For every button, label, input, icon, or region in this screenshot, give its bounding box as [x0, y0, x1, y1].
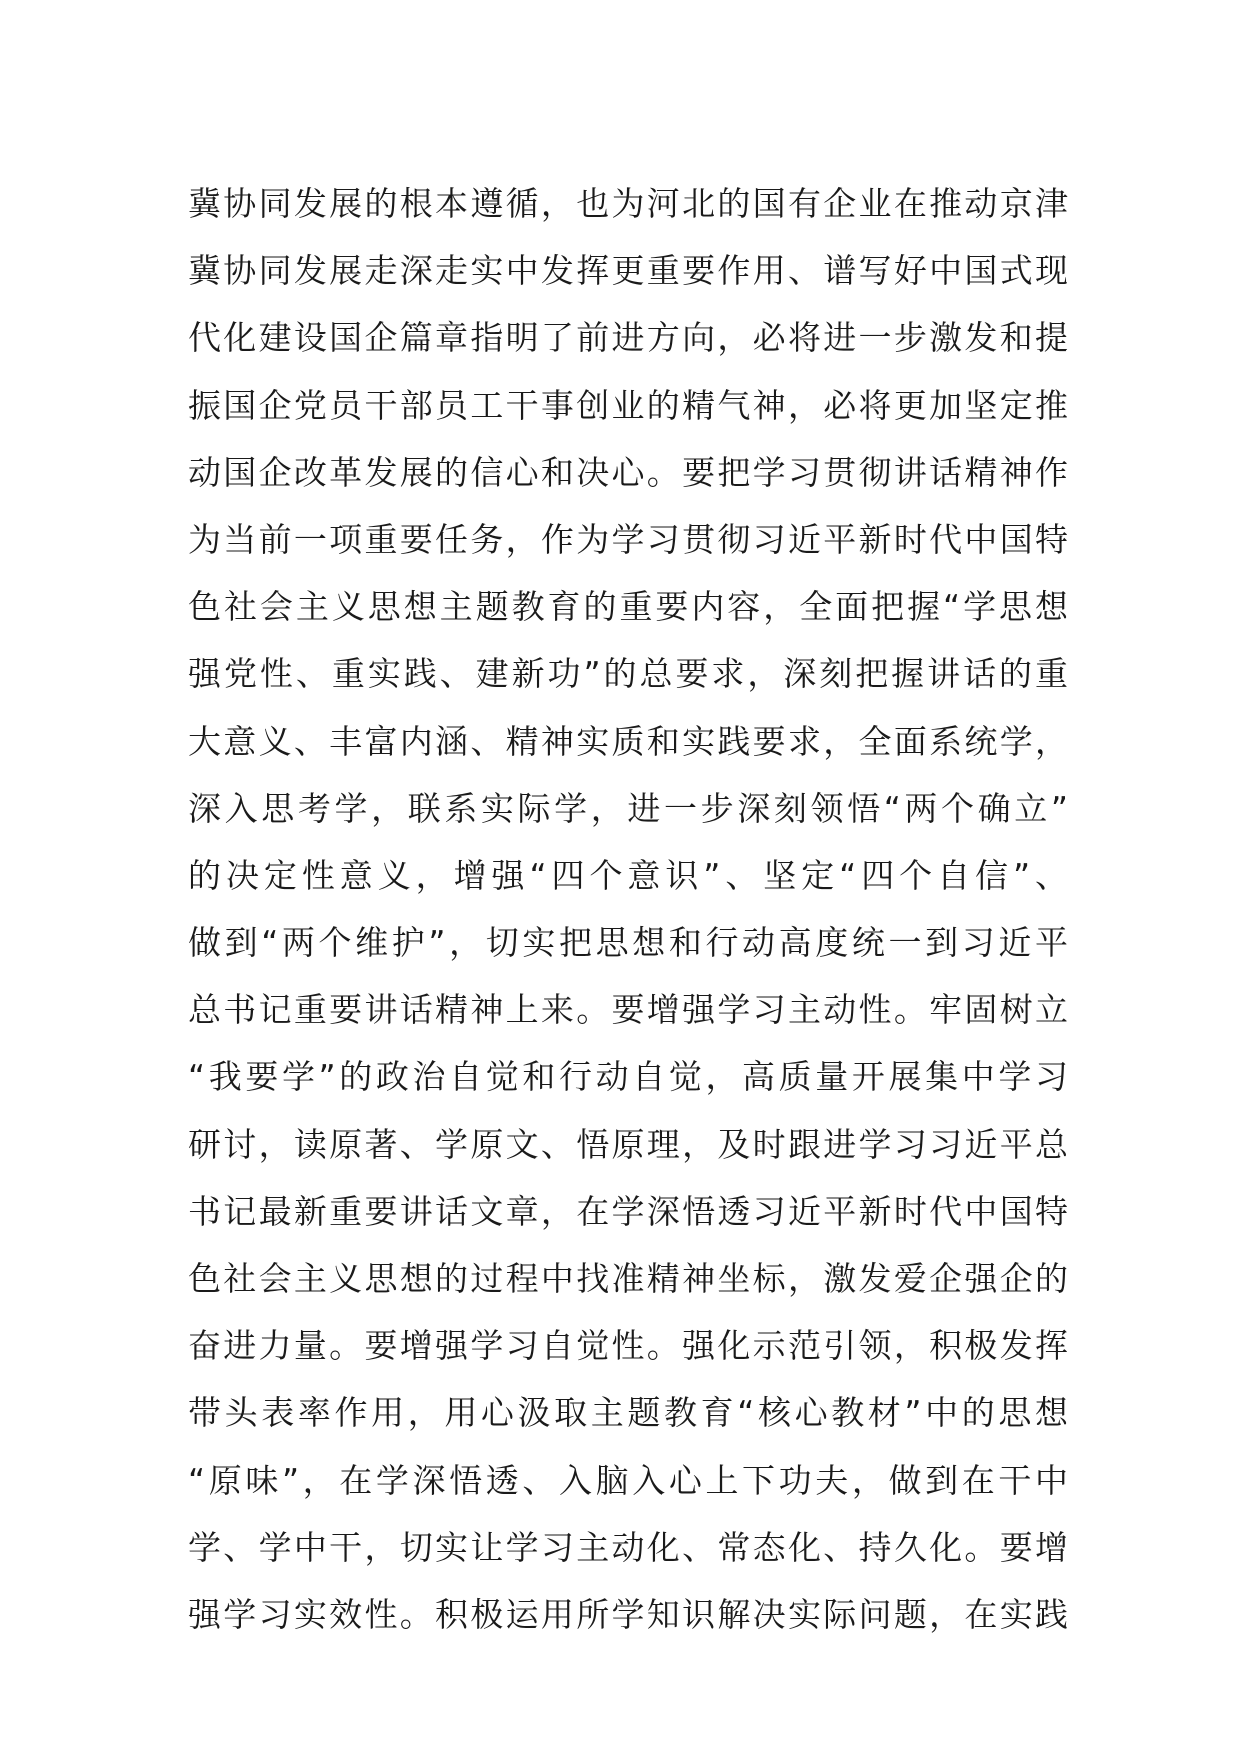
- text-line-13: 总书记重要讲话精神上来。要增强学习主动性。牢固树立: [188, 990, 1068, 1030]
- text-line-6: 为当前一项重要任务，作为学习贯彻习近平新时代中国特: [188, 519, 1068, 559]
- text-line-11: 的决定性意义，增强“四个意识”、坚定“四个自信”、: [188, 855, 1068, 895]
- text-line-7: 色社会主义思想主题教育的重要内容，全面把握“学思想: [188, 587, 1068, 627]
- text-line-16: 书记最新重要讲话文章，在学深悟透习近平新时代中国特: [188, 1191, 1068, 1231]
- text-line-15: 研讨，读原著、学原文、悟原理，及时跟进学习习近平总: [188, 1124, 1068, 1164]
- text-line-19: 带头表率作用，用心汲取主题教育“核心教材”中的思想: [188, 1393, 1068, 1433]
- text-line-9: 大意义、丰富内涵、精神实质和实践要求，全面系统学，: [188, 721, 1068, 761]
- text-line-21: 学、学中干，切实让学习主动化、常态化、持久化。要增: [188, 1527, 1068, 1567]
- text-line-4: 振国企党员干部员工干事创业的精气神，必将更加坚定推: [188, 385, 1068, 425]
- text-line-3: 代化建设国企篇章指明了前进方向，必将进一步激发和提: [188, 318, 1068, 358]
- text-line-20: “原味”，在学深悟透、入脑入心上下功夫，做到在干中: [188, 1460, 1068, 1500]
- text-line-10: 深入思考学，联系实际学，进一步深刻领悟“两个确立”: [188, 788, 1068, 828]
- text-line-18: 奋进力量。要增强学习自觉性。强化示范引领，积极发挥: [188, 1326, 1068, 1366]
- text-line-14: “我要学”的政治自觉和行动自觉，高质量开展集中学习: [188, 1057, 1068, 1097]
- text-line-8: 强党性、重实践、建新功”的总要求，深刻把握讲话的重: [188, 654, 1068, 694]
- text-line-22: 强学习实效性。积极运用所学知识解决实际问题，在实践: [188, 1594, 1068, 1634]
- text-line-5: 动国企改革发展的信心和决心。要把学习贯彻讲话精神作: [188, 452, 1068, 492]
- text-line-1: 冀协同发展的根本遵循，也为河北的国有企业在推动京津: [188, 184, 1068, 223]
- text-line-2: 冀协同发展走深走实中发挥更重要作用、谱写好中国式现: [188, 251, 1068, 291]
- body-paragraph: [188, 170, 1068, 1648]
- text-line-17: 色社会主义思想的过程中找准精神坐标，激发爱企强企的: [188, 1259, 1068, 1298]
- text-line-12: 做到“两个维护”，切实把思想和行动高度统一到习近平: [188, 923, 1068, 963]
